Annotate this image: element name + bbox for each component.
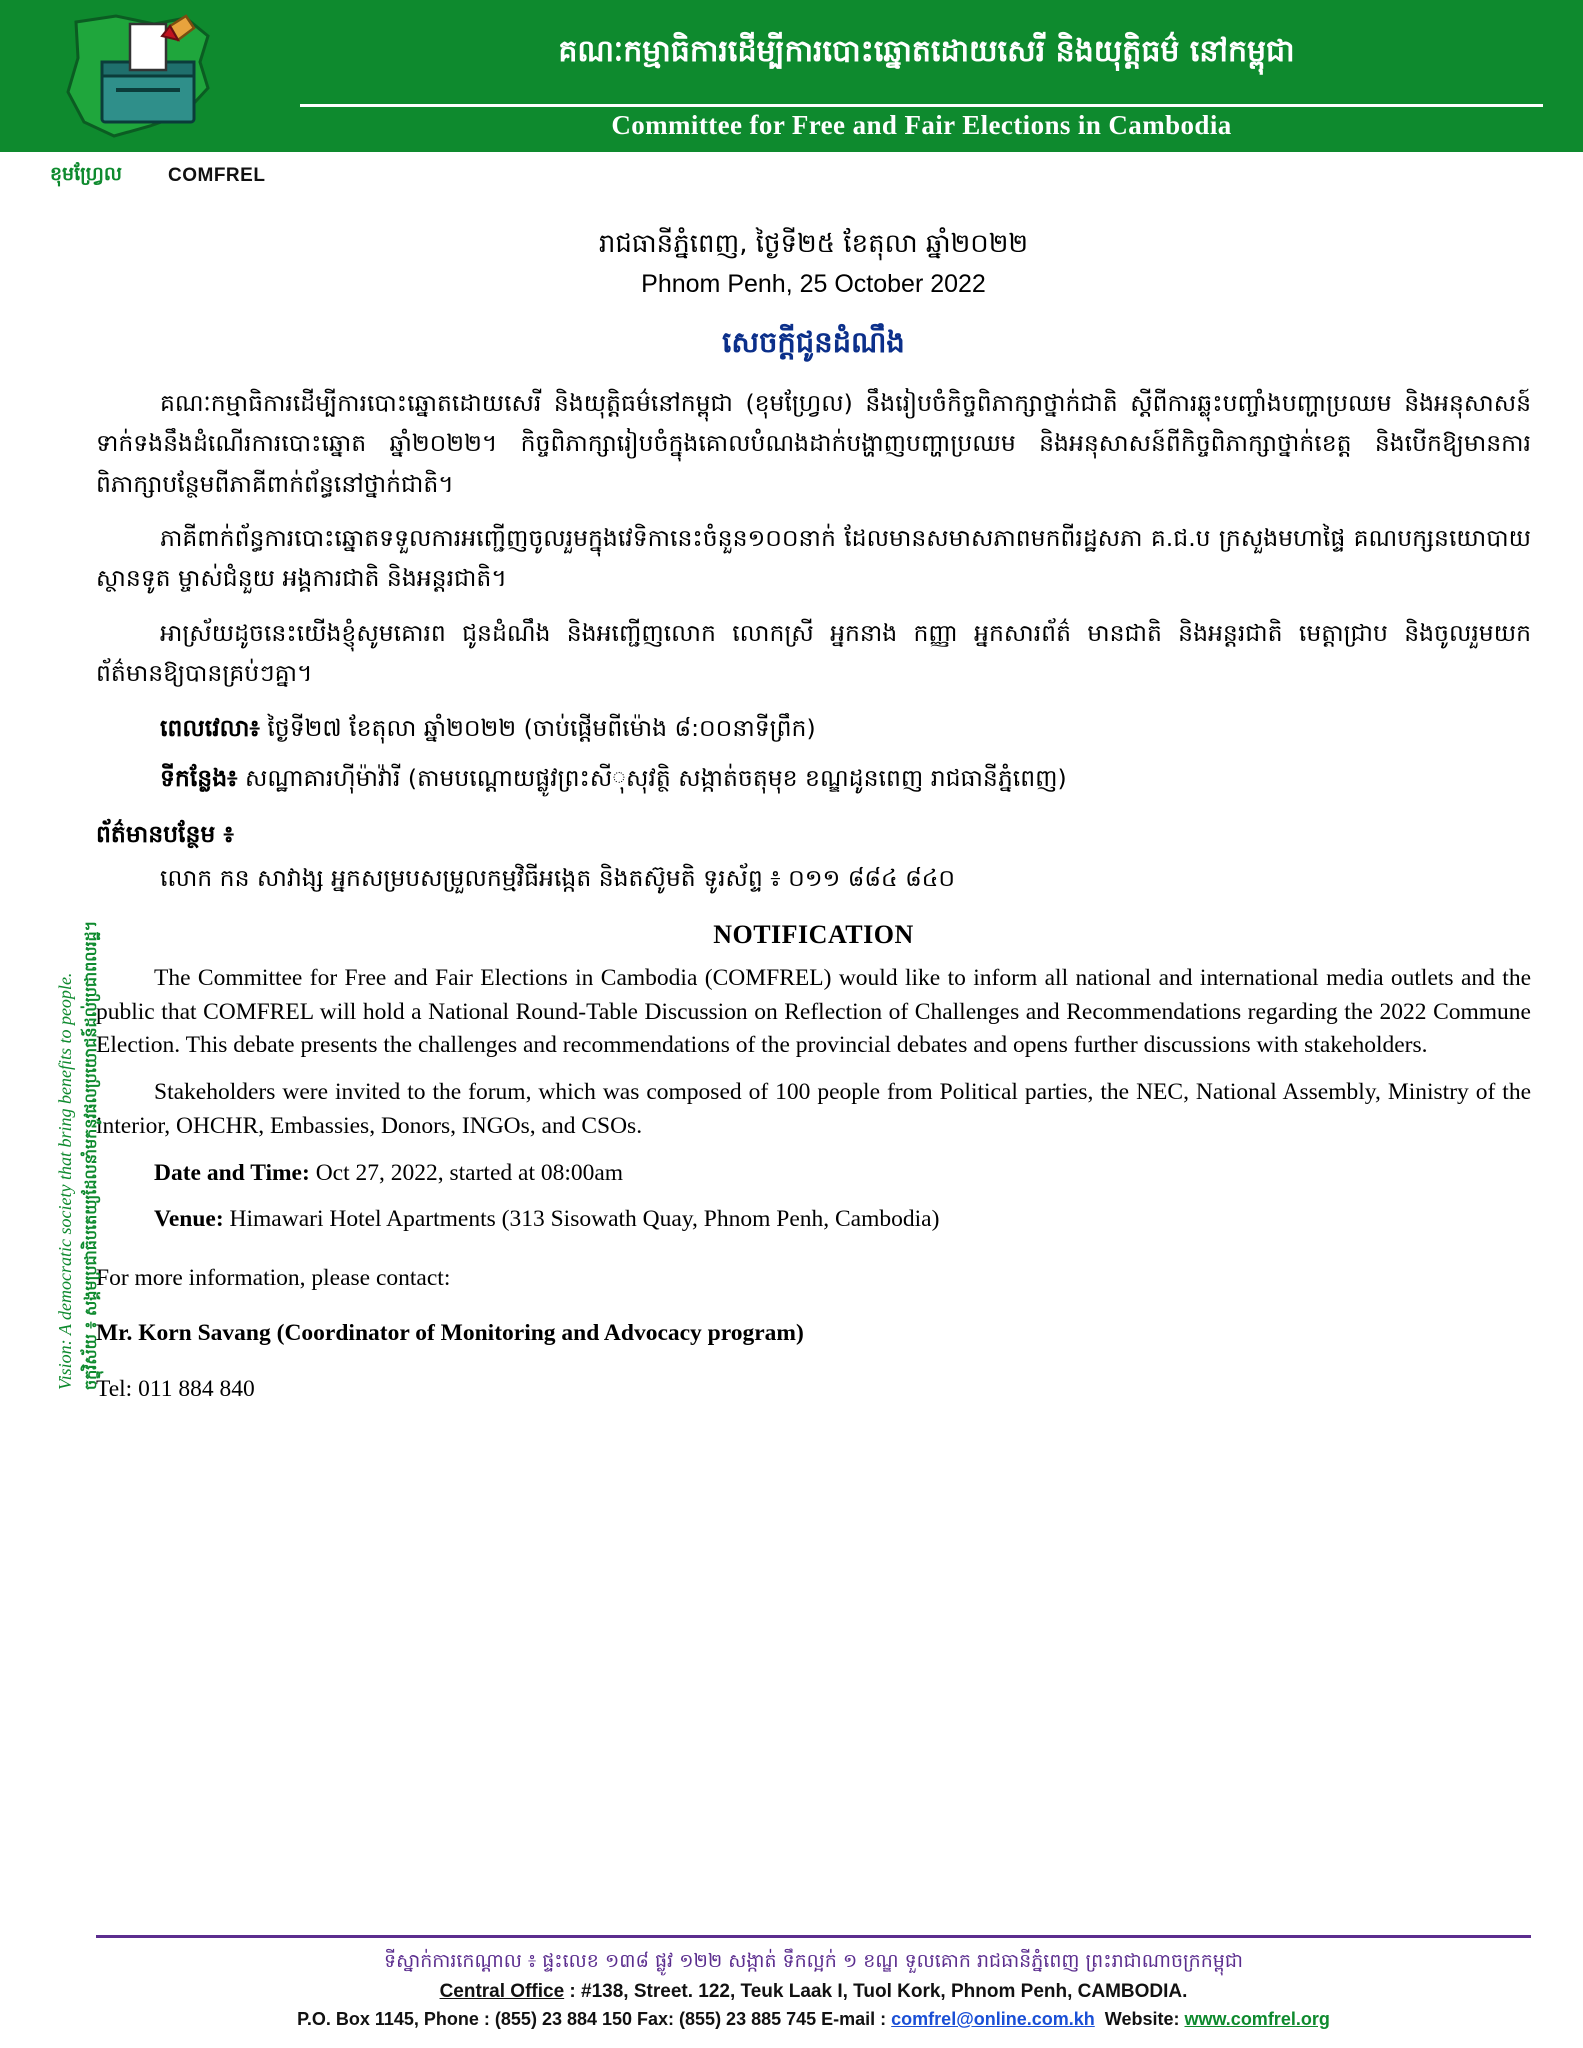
dateline-khmer: រាជធានីភ្នំពេញ, ថ្ងៃទី២៥ ខែតុលា ឆ្នាំ២០២២: [598, 229, 1029, 259]
khmer-time-label: ពេលវេលា៖: [160, 713, 260, 742]
english-paragraph-2: Stakeholders were invited to the forum, which was composed of 100 people from Political parties, the NEC, National Assembly, Ministry of the interior, OHCHR, Embassies, Donors, INGOs, and CSOs.: [96, 1079, 1531, 1139]
footer-email-link[interactable]: comfrel@online.com.kh: [891, 2009, 1095, 2029]
document-header: [0, 0, 1583, 152]
khmer-venue-value: សណ្ឋាគារហ៊ីម៉ាវ៉ារី (តាមបណ្ដោយផ្លូវព្រះសីុសុវត្ថិ សង្កាត់ចតុមុខ ខណ្ឌដូនពេញ រាជធានីភ្នំពេញ): [244, 763, 1067, 792]
header-divider: [300, 104, 1543, 107]
khmer-time-row: [96, 708, 1531, 748]
brand-row: [0, 152, 1583, 204]
document-body: [0, 204, 1583, 1406]
khmer-paragraph-3: អាស្រ័យដូចនេះយើងខ្ញុំសូមគោរព ជូនដំណឹង និងអញ្ជើញលោក លោកស្រី អ្នកនាង កញ្ញា អ្នកសារព័ត៌ មានជាតិ និងអន្តរជាតិ មេត្តាជ្រាប និងចូលរួមយកព័ត៌មានឱ្យបានគ្រប់ៗគ្នា។: [96, 618, 1531, 688]
khmer-time-value: ថ្ងៃទី២៧ ខែតុលា ឆ្នាំ២០២២ (ចាប់ផ្តើមពីម៉ោង ៨:០០នាទីព្រឹក): [267, 713, 816, 742]
english-contact-intro: For more information, please contact:: [96, 1264, 451, 1291]
header-english-title: Committee for Free and Fair Elections in Cambodia: [611, 110, 1232, 140]
footer-divider: [96, 1935, 1531, 1938]
brand-khmer: ខុមហ្វ្រែល: [50, 163, 122, 185]
khmer-venue-row: [96, 758, 1531, 798]
vision-english: Vision: A democratic society that bring benefits to people.: [55, 972, 75, 1390]
footer-pobox: P.O. Box 1145, Phone : (855) 23 884 150 Fax: (855) 23 885 745 E-mail :: [297, 2009, 892, 2029]
footer-central-office-label: Central Office: [439, 1981, 565, 2002]
english-date-value: Oct 27, 2022, started at 08:00am: [315, 1160, 624, 1187]
header-khmer-title: គណៈកម្មាធិការដើម្បីការបោះឆ្នោតដោយសេរី និងយុត្តិធម៌ នៅកម្ពុជា: [558, 34, 1295, 69]
khmer-paragraph-2: ភាគីពាក់ព័ន្ធការបោះឆ្នោតទទួលការអញ្ជើញចូលរួមក្នុងវេទិកានេះចំនួន១០០នាក់ ដែលមានសមាសភាពមកពីរដ្ឋសភា គ.ជ.ប ក្រសួងមហាផ្ទៃ គណបក្សនយោបាយ ស្ថានទូត ម្ចាស់ជំនួយ អង្គការជាតិ និងអន្តរជាតិ។: [96, 523, 1531, 593]
khmer-paragraph-1: គណៈកម្មាធិការដើម្បីការបោះឆ្នោតដោយសេរី និងយុត្តិធម៌នៅកម្ពុជា (ខុមហ្វ្រែល) នឹងរៀបចំកិច្ចពិភាក្សាថ្នាក់ជាតិ ស្តីពីការឆ្លុះបញ្ចាំងបញ្ហាប្រឈម និងអនុសាសន៍ទាក់ទងនឹងដំណើរការបោះឆ្នោត ឆ្នាំ២០២២។ កិច្ចពិភាក្សារៀបចំក្នុងគោលបំណងដាក់បង្ហាញបញ្ហាប្រឈម និងអនុសាសន៍ពីកិច្ចពិភាក្សាថ្នាក់ខេត្ត និងបើកឱ្យមានការពិភាក្សាបន្ថែមពីភាគីពាក់ព័ន្ធនៅថ្នាក់ជាតិ។: [96, 388, 1531, 498]
english-date-row: [96, 1157, 1531, 1190]
dateline-english: Phnom Penh, 25 October 2022: [641, 269, 986, 298]
vision-khmer: ចក្ខុវិស័យ ៖ សង្គមប្រជាធិបតេយ្យដែលនាំមកនូវផលប្រយោជន៍ដល់ប្រជាពលរដ្ឋ។: [81, 920, 100, 1390]
khmer-venue-label: ទីកន្លែង៖: [160, 763, 238, 792]
khmer-contact-line: លោក កន សាវាង្ស អ្នកសម្របសម្រួលកម្មវិធីអង្កេត និងតស៊ូមតិ ទូរស័ព្ទ ៖ ០១១ ៨៨៤ ៨៤០: [160, 864, 956, 893]
english-contact-tel: Tel: 011 884 840: [96, 1375, 255, 1402]
khmer-title: សេចក្តីជូនដំណឹង: [722, 324, 905, 359]
footer-central-office-value: : #138, Street. 122, Teuk Laak I, Tuol Kork, Phnom Penh, CAMBODIA.: [564, 1981, 1188, 2002]
english-venue-value: Himawari Hotel Apartments (313 Sisowath Quay, Phnom Penh, Cambodia): [229, 1205, 940, 1232]
khmer-more-info-label: ព័ត៌មានបន្ថែម ៖: [96, 820, 234, 849]
english-title: NOTIFICATION: [713, 920, 914, 950]
english-date-label: Date and Time:: [154, 1160, 310, 1187]
footer-website-label: Website:: [1104, 2009, 1185, 2029]
footer-khmer-address: ទីស្នាក់ការកេណ្ដាល ៖ ផ្ទះលេខ ១៣៨ ផ្លូវ ១២២ សង្កាត់ ទឹកល្អក់ ១ ខណ្ឌ ទួលគោក រាជធានីភ្នំពេញ ព្រះរាជាណាចក្រកម្ពុជា: [384, 1950, 1243, 1973]
footer-central-office: [96, 1981, 1531, 2003]
vision-sidebar: [6, 690, 100, 1390]
document-footer: [0, 1935, 1583, 2030]
english-paragraph-1: The Committee for Free and Fair Elections in Cambodia (COMFREL) would like to inform all national and international media outlets and the public that COMFREL will hold a National Round-Table Discussion on Reflection of Challenges and Recommendations regarding the 2022 Commune Election. This debate presents the challenges and recommendations of the provincial debates and opens further discussions with stakeholders.: [96, 965, 1531, 1059]
english-venue-row: [96, 1203, 1531, 1236]
english-contact-name: Mr. Korn Savang (Coordinator of Monitoring and Advocacy program): [96, 1320, 804, 1347]
comfrel-logo: [58, 10, 258, 145]
english-venue-label: Venue:: [154, 1205, 224, 1232]
brand-latin: COMFREL: [168, 165, 266, 186]
footer-contact-line: [96, 2009, 1531, 2030]
footer-website-link[interactable]: www.comfrel.org: [1184, 2009, 1330, 2029]
dateline: [96, 226, 1531, 299]
